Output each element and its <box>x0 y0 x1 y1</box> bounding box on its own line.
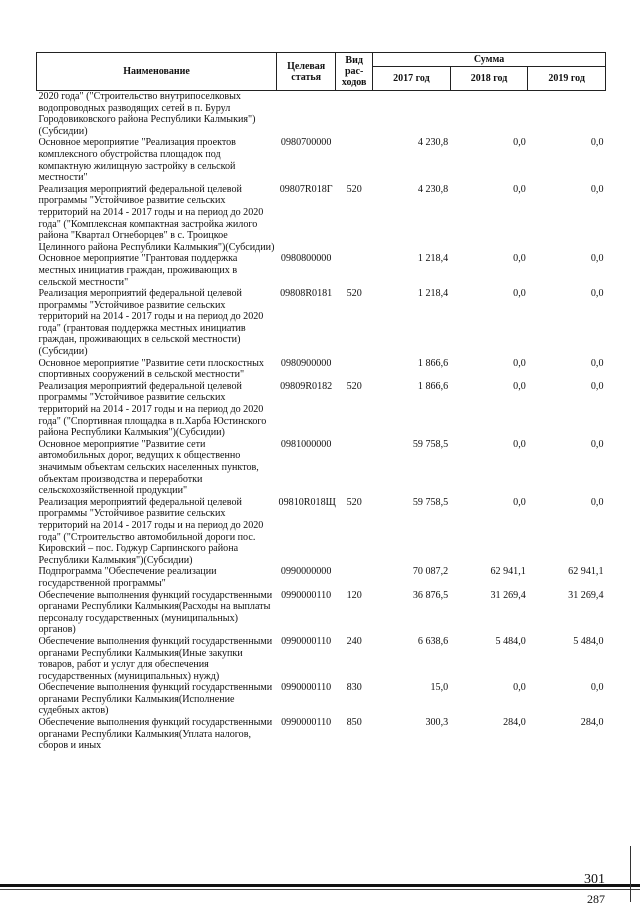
row-name: Основное мероприятие "Грантовая поддержка местных инициатив граждан, проживающих в сельской местности" <box>38 253 238 288</box>
row-expense-type <box>336 566 373 589</box>
row-sum-2018: 284,0 <box>503 717 526 729</box>
table-row <box>37 439 606 497</box>
table-row <box>37 381 606 439</box>
header-name: Наименование <box>37 53 277 91</box>
table-row <box>37 358 606 381</box>
row-name: Реализация мероприятий федеральной целевой программы "Устойчивое развитие сельских территорий на 2014 - 2017 годы и на период до 2020 года" ("Комплексная компактная застройка жилого района "Квартал Огнеборцев" в с. Троицкое Целинного района Республики Калмыкия")(Субсидии) <box>38 183 275 253</box>
row-sum-2019: 0,0 <box>590 137 604 149</box>
table-row <box>37 184 606 254</box>
row-code: 09808R0181 <box>280 288 333 300</box>
row-sum-2018: 0,0 <box>513 288 526 300</box>
row-sum-2019: 284,0 <box>580 717 604 729</box>
page-bottom-rule-thin <box>0 889 640 890</box>
row-expense-type: 520 <box>346 496 362 508</box>
row-sum-2019: 62 941,1 <box>568 566 604 578</box>
page-bottom-rule <box>0 884 640 887</box>
row-sum-2018: 5 484,0 <box>495 635 526 647</box>
row-sum-2019: 0,0 <box>590 682 604 694</box>
row-sum-2017: 1 866,6 <box>417 380 449 392</box>
row-sum-2017: 1 866,6 <box>417 357 449 369</box>
row-code: 0980800000 <box>280 253 332 265</box>
row-name: Подпрограмма "Обеспечение реализации государственной программы" <box>38 566 217 589</box>
row-sum-2017: 15,0 <box>430 682 449 694</box>
row-expense-type: 520 <box>346 183 362 195</box>
budget-table <box>36 52 606 752</box>
row-expense-type <box>336 439 373 497</box>
table-row <box>37 91 606 138</box>
header-2018: 2018 год <box>450 67 528 91</box>
table-row <box>37 566 606 589</box>
row-sum-2018: 0,0 <box>513 682 526 694</box>
row-sum-2018: 62 941,1 <box>490 566 526 578</box>
row-name: Основное мероприятие "Развитие сети плоскостных спортивных сооружений в сельской местности" <box>38 357 264 381</box>
row-expense-type <box>336 253 373 288</box>
row-sum-2019: 0,0 <box>590 380 604 392</box>
row-sum-2018: 0,0 <box>513 183 526 195</box>
table-row <box>37 137 606 183</box>
row-sum-2018: 0,0 <box>513 438 526 450</box>
row-expense-type: 120 <box>346 589 362 601</box>
row-sum-2017: 1 218,4 <box>417 253 449 265</box>
row-expense-type: 850 <box>346 717 362 729</box>
row-name: Реализация мероприятий федеральной целевой программы "Устойчивое развитие сельских территорий на 2014 - 2017 годы и на период до 2020 года" (грантовая поддержка местных инициатив граждан, проживающих в сельской местности)(Субсидии) <box>38 288 264 358</box>
row-code: 09809R0182 <box>280 380 333 392</box>
header-type: Вид рас-ходов <box>336 53 373 91</box>
row-sum-2019: 0,0 <box>590 288 604 300</box>
table-row <box>37 497 606 567</box>
row-expense-type <box>336 358 373 381</box>
row-sum-2019 <box>528 91 606 138</box>
row-code: 09807R018Г <box>279 183 333 195</box>
row-name: Основное мероприятие "Реализация проектов комплексного обустройства площадок под компактную жилищную застройку в сельской местности" <box>38 137 236 184</box>
row-name: Обеспечение выполнения функций государственными органами Республики Калмыкия(Уплата налогов, сборов и иных <box>38 717 273 752</box>
table-row <box>37 636 606 682</box>
row-name: Реализация мероприятий федеральной целевой программы "Устойчивое развитие сельских территорий на 2014 - 2017 годы и на период до 2020 года" ("Спортивная площадка в п.Харба Юстинского района Республики Калмыкия")(Субсидии) <box>38 380 267 439</box>
row-expense-type: 830 <box>346 682 362 694</box>
row-expense-type: 520 <box>346 288 362 300</box>
row-sum-2017: 59 758,5 <box>412 438 449 450</box>
row-name: 2020 года" ("Строительство внутрипоселковых водопроводных разводящих сетей в п. Бурул Городовиковского района Республики Калмыкия")(Субсидии) <box>38 91 256 137</box>
table-row <box>37 590 606 636</box>
row-sum-2018: 0,0 <box>513 380 526 392</box>
row-sum-2019: 0,0 <box>590 496 604 508</box>
row-sum-2019: 5 484,0 <box>573 635 604 647</box>
header-2017: 2017 год <box>373 67 451 91</box>
row-sum-2018: 31 269,4 <box>490 589 526 601</box>
row-code: 0980700000 <box>280 137 332 149</box>
row-sum-2017: 59 758,5 <box>412 496 449 508</box>
table-row <box>37 682 606 717</box>
row-expense-type <box>336 91 373 138</box>
row-sum-2017: 6 638,6 <box>417 635 449 647</box>
row-sum-2018: 0,0 <box>513 496 526 508</box>
row-name: Основное мероприятие "Развитие сети автомобильных дорог, ведущих к общественно значимым объектам сельских населенных пунктов, объектам производства и переработки сельскохозяйственной продукции" <box>38 438 259 497</box>
table-row <box>37 288 606 358</box>
row-sum-2017: 300,3 <box>425 717 449 729</box>
table-row <box>37 253 606 288</box>
row-sum-2017: 1 218,4 <box>417 288 449 300</box>
row-code <box>277 91 336 138</box>
row-name: Обеспечение выполнения функций государственными органами Республики Калмыкия(Иные закупки товаров, работ и услуг для обеспечения государственных (муниципальных) нужд) <box>38 635 273 682</box>
row-code: 0990000110 <box>281 589 332 601</box>
table-header <box>37 53 606 91</box>
header-2019: 2019 год <box>528 67 606 91</box>
row-code: 0990000110 <box>281 682 332 694</box>
row-code: 0980900000 <box>280 357 332 369</box>
page-number-top: 301 <box>584 872 605 887</box>
row-sum-2017: 4 230,8 <box>417 183 449 195</box>
row-expense-type <box>336 137 373 183</box>
row-code: 09810R018Щ <box>278 496 336 508</box>
row-sum-2019: 0,0 <box>590 438 604 450</box>
row-expense-type: 240 <box>346 635 362 647</box>
row-name: Обеспечение выполнения функций государственными органами Республики Калмыкия(Расходы на выплаты персоналу государственных (муниципальных) органов) <box>38 589 273 636</box>
page-number-bottom: 287 <box>587 892 605 906</box>
row-name: Реализация мероприятий федеральной целевой программы "Устойчивое развитие сельских территорий на 2014 - 2017 годы и на период до 2020 года" ("Строительство автомобильной дороги пос. Кировский – пос. Годжур Сарпинского района Республики Калмыкия")(Субсидии) <box>38 496 264 566</box>
row-sum-2019: 0,0 <box>590 253 604 265</box>
row-sum-2018: 0,0 <box>513 137 526 149</box>
table-body <box>37 91 606 752</box>
row-code: 0990000000 <box>280 566 332 578</box>
row-code: 0990000110 <box>281 717 332 729</box>
row-sum-2017: 4 230,8 <box>417 137 449 149</box>
row-sum-2019: 0,0 <box>590 357 604 369</box>
row-sum-2017: 70 087,2 <box>412 566 449 578</box>
header-sum: Сумма <box>373 53 606 67</box>
row-sum-2019: 31 269,4 <box>568 589 604 601</box>
row-sum-2018: 0,0 <box>513 253 526 265</box>
row-sum-2018 <box>450 91 528 138</box>
table-row <box>37 717 606 752</box>
row-code: 0990000110 <box>281 635 332 647</box>
margin-mark <box>630 846 631 902</box>
row-name: Обеспечение выполнения функций государственными органами Республики Калмыкия(Исполнение судебных актов) <box>38 682 273 717</box>
row-sum-2018: 0,0 <box>513 357 526 369</box>
row-expense-type: 520 <box>346 380 362 392</box>
row-sum-2017 <box>373 91 451 138</box>
row-sum-2019: 0,0 <box>590 183 604 195</box>
header-code: Целевая статья <box>277 53 336 91</box>
row-code: 0981000000 <box>280 438 332 450</box>
row-sum-2017: 36 876,5 <box>412 589 449 601</box>
